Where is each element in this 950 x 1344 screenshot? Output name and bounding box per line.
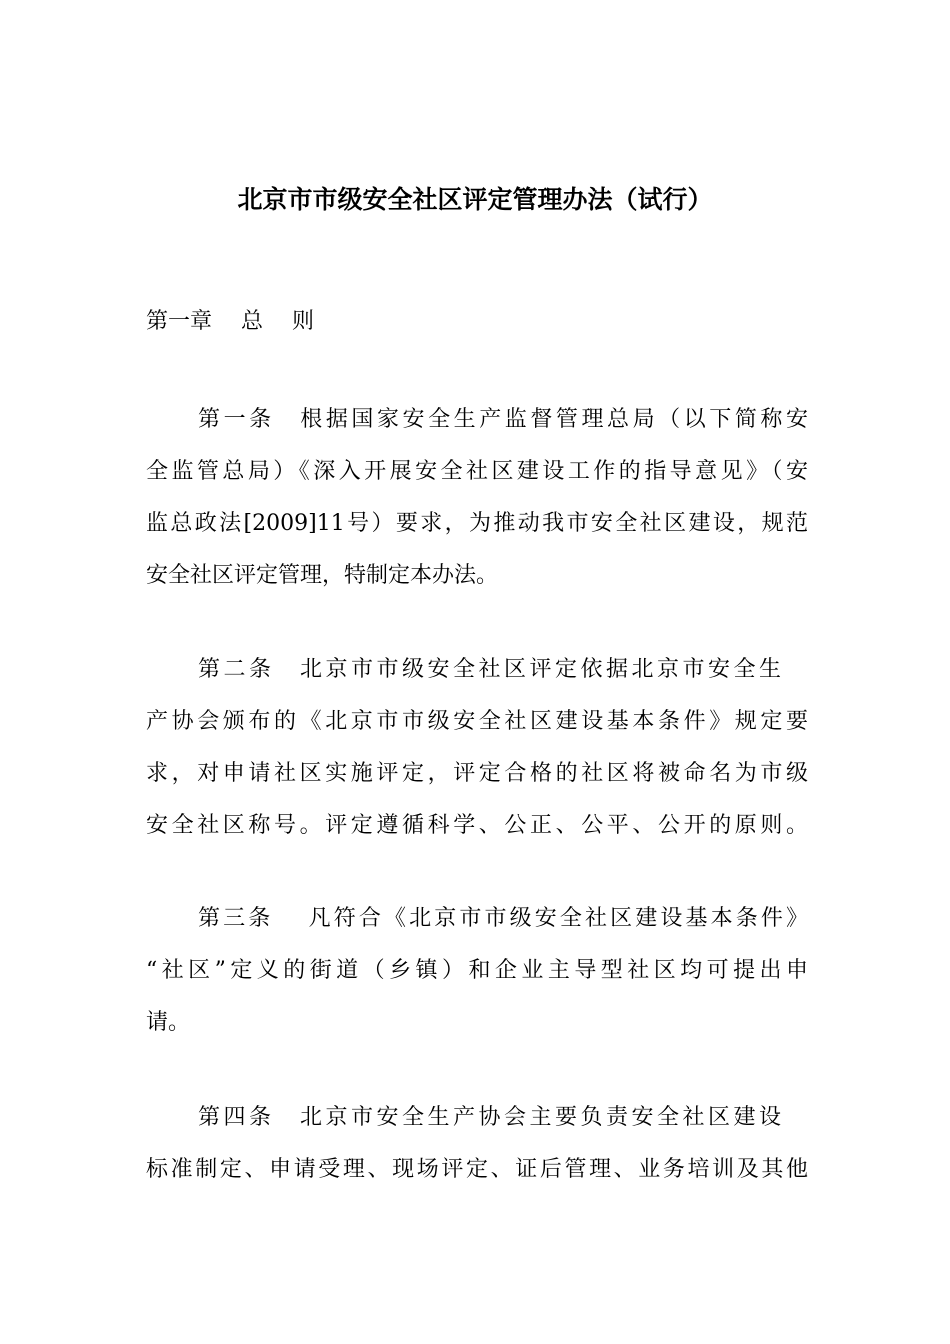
article-4: [146, 1092, 808, 1196]
article-3: [146, 893, 808, 1049]
chapter-heading: 第一章 总 则: [146, 309, 314, 334]
article-line: 全监管总局）《深入开展安全社区建设工作的指导意见》（安: [146, 459, 808, 484]
article-line: 第三条 凡符合《北京市市级安全社区建设基本条件》: [198, 906, 808, 931]
article-line: 产协会颁布的《北京市市级安全社区建设基本条件》规定要: [146, 709, 808, 734]
article-line: 安全社区评定管理，特制定本办法。: [146, 563, 499, 588]
article-1: [146, 394, 808, 602]
document-title: 北京市市级安全社区评定管理办法（试行）: [237, 185, 713, 214]
article-2: [146, 644, 808, 852]
article-line: 第一条 根据国家安全生产监督管理总局（以下简称安: [198, 407, 808, 432]
article-line: 标准制定、申请受理、现场评定、证后管理、业务培训及其他: [146, 1157, 808, 1182]
article-line: 第二条 北京市市级安全社区评定依据北京市安全生: [198, 657, 781, 682]
article-line: 请。: [146, 1010, 191, 1035]
article-line: 求，对申请社区实施评定，评定合格的社区将被命名为市级: [146, 761, 808, 786]
article-line: 第四条 北京市安全生产协会主要负责安全社区建设: [198, 1105, 781, 1130]
article-line: 安全社区称号。评定遵循科学、公正、公平、公开的原则。: [146, 813, 808, 838]
article-line: “社区”定义的街道（乡镇）和企业主导型社区均可提出申: [146, 958, 808, 983]
article-line: 监总政法[2009]11号）要求，为推动我市安全社区建设，规范: [146, 511, 808, 536]
